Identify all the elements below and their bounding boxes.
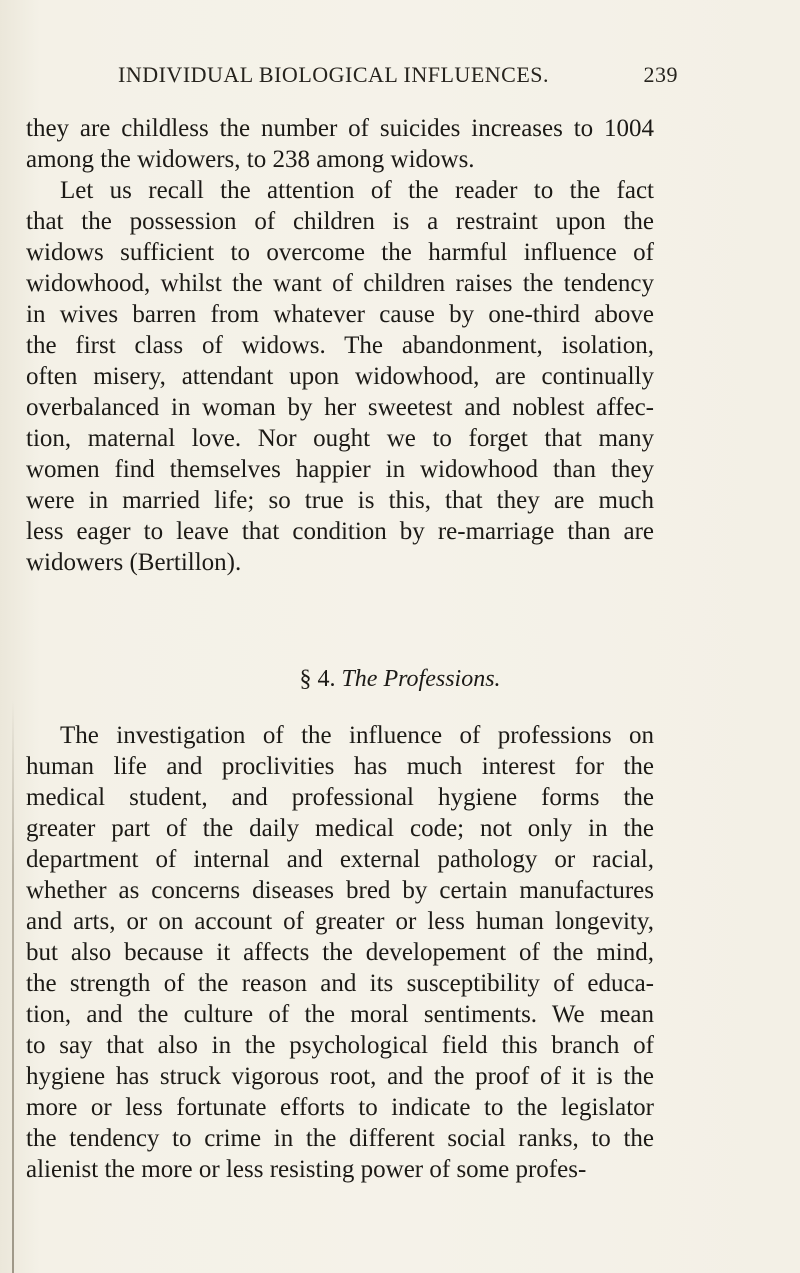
section-title: The Professions. bbox=[341, 666, 501, 692]
text-line: but also because it affects the developement of the mind, bbox=[26, 939, 654, 966]
text-line: tion, and the culture of the moral sentiments. We mean bbox=[26, 1001, 654, 1028]
text-line: The investigation of the influence of professions on bbox=[60, 722, 654, 749]
text-line: less eager to leave that condition by re-marriage than are bbox=[26, 518, 654, 545]
section-heading bbox=[0, 664, 800, 694]
text-line: the tendency to crime in the different social ranks, to the bbox=[26, 1125, 654, 1152]
text-line: among the widowers, to 238 among widows. bbox=[26, 146, 475, 173]
page-number: 239 bbox=[643, 62, 678, 87]
text-line: whether as concerns diseases bred by certain manufactures bbox=[26, 877, 654, 904]
text-line: more or less fortunate efforts to indicate to the legislator bbox=[26, 1094, 654, 1121]
text-line: to say that also in the psychological field this branch of bbox=[26, 1032, 654, 1059]
paragraph-continuation bbox=[26, 113, 654, 175]
text-line: widowhood, whilst the want of children raises the tendency bbox=[26, 270, 654, 297]
section-number: § 4. bbox=[299, 666, 336, 692]
running-title: INDIVIDUAL BIOLOGICAL INFLUENCES. bbox=[118, 62, 549, 87]
text-line: alienist the more or less resisting power of some profes- bbox=[26, 1156, 587, 1183]
text-line: medical student, and professional hygiene forms the bbox=[26, 784, 654, 811]
paragraph-widowhood bbox=[26, 175, 654, 578]
page-edge-shadow bbox=[12, 700, 14, 1273]
text-line: human life and proclivities has much interest for the bbox=[26, 753, 654, 780]
text-line: that the possession of children is a restraint upon the bbox=[26, 208, 654, 235]
text-line: overbalanced in woman by her sweetest and noblest affec- bbox=[26, 394, 654, 421]
text-line: women find themselves happier in widowhood than they bbox=[26, 456, 654, 483]
text-line: widows sufficient to overcome the harmful influence of bbox=[26, 239, 654, 266]
text-line: greater part of the daily medical code; not only in the bbox=[26, 815, 654, 842]
text-line: Let us recall the attention of the reader to the fact bbox=[60, 177, 654, 204]
text-line: and arts, or on account of greater or less human longevity, bbox=[26, 908, 654, 935]
text-line: in wives barren from whatever cause by one-third above bbox=[26, 301, 654, 328]
text-line: they are childless the number of suicides increases to 1004 bbox=[26, 115, 654, 142]
text-line: the strength of the reason and its susceptibility of educa- bbox=[26, 970, 654, 997]
text-line: were in married life; so true is this, that they are much bbox=[26, 487, 654, 514]
text-line: department of internal and external pathology or racial, bbox=[26, 846, 654, 873]
text-line: tion, maternal love. Nor ought we to forget that many bbox=[26, 425, 654, 452]
text-line: widowers (Bertillon). bbox=[26, 549, 242, 576]
text-line: the first class of widows. The abandonment, isolation, bbox=[26, 332, 654, 359]
paragraph-professions bbox=[26, 720, 654, 1185]
text-line: often misery, attendant upon widowhood, are continually bbox=[26, 363, 654, 390]
running-head bbox=[118, 62, 678, 96]
text-line: hygiene has struck vigorous root, and the proof of it is the bbox=[26, 1063, 654, 1090]
